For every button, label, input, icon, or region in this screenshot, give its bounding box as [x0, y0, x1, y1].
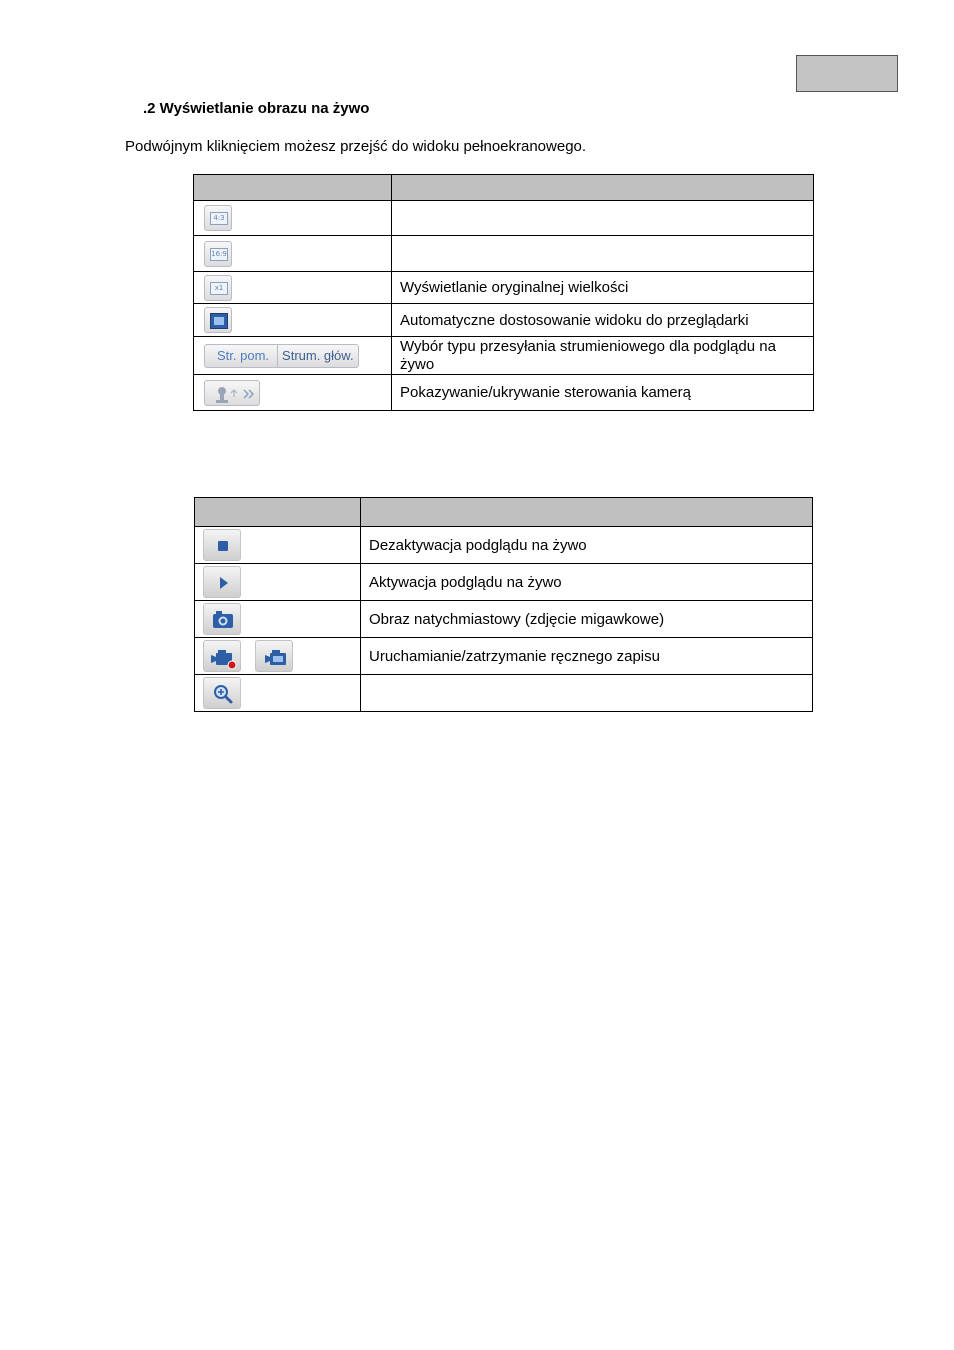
zoom-button[interactable] [203, 677, 241, 709]
table-row [195, 638, 813, 675]
aspect-16-9-icon: 16:9 [210, 248, 228, 261]
camera-icon [204, 604, 242, 636]
description-cell: Aktywacja podglądu na żywo [361, 564, 813, 601]
section-title: .2 Wyświetlanie obrazu na żywo [143, 100, 370, 117]
icon-cell [194, 201, 392, 236]
description-cell: Wybór typu przesyłania strumieniowego dla podglądu na żywo [392, 337, 814, 375]
table-row [194, 272, 814, 304]
description-cell: Obraz natychmiastowy (zdjęcie migawkowe) [361, 601, 813, 638]
icon-cell [194, 272, 392, 304]
table-row [194, 375, 814, 411]
snapshot-button[interactable] [203, 603, 241, 635]
table-header-cell [361, 498, 813, 527]
table-header-cell [392, 175, 814, 201]
aspect-4-3-icon: 4:3 [210, 212, 228, 225]
table-row [194, 201, 814, 236]
ptz-toggle-button[interactable] [204, 380, 260, 406]
play-icon [204, 567, 242, 599]
play-button[interactable] [203, 566, 241, 598]
original-size-button[interactable] [204, 275, 232, 301]
stream-switch [204, 344, 359, 368]
fit-browser-icon [210, 313, 228, 329]
description-cell [361, 675, 813, 712]
description-cell: Wyświetlanie oryginalnej wielkości [392, 272, 814, 304]
table-header-row [195, 498, 813, 527]
table-row [195, 527, 813, 564]
table-row [194, 337, 814, 375]
icon-cell [195, 601, 361, 638]
aspect-16-9-button[interactable] [204, 241, 232, 267]
live-controls-table [194, 497, 813, 712]
table-row [194, 236, 814, 272]
table-row [195, 675, 813, 712]
icon-cell [195, 564, 361, 601]
table-header-row [194, 175, 814, 201]
description-cell [392, 236, 814, 272]
icon-cell [194, 236, 392, 272]
view-controls-table [193, 174, 814, 411]
table-row [195, 601, 813, 638]
icon-cell [195, 527, 361, 564]
description-cell: Uruchamianie/zatrzymanie ręcznego zapisu [361, 638, 813, 675]
record-stop-button[interactable] [255, 640, 293, 672]
record-start-button[interactable] [203, 640, 241, 672]
zoom-icon [204, 678, 242, 710]
icon-cell [194, 337, 392, 375]
stop-button[interactable] [203, 529, 241, 561]
icon-cell [195, 638, 361, 675]
stop-icon [204, 530, 242, 562]
description-cell: Automatyczne dostosowanie widoku do przeglądarki [392, 304, 814, 337]
description-cell: Pokazywanie/ukrywanie sterowania kamerą [392, 375, 814, 411]
page-number-box [796, 55, 898, 92]
main-stream-button[interactable]: Strum. głów. [277, 345, 358, 367]
fit-browser-button[interactable] [204, 307, 232, 333]
table-row [195, 564, 813, 601]
icon-cell [195, 675, 361, 712]
table-header-cell [195, 498, 361, 527]
description-cell [392, 201, 814, 236]
icon-cell [194, 375, 392, 411]
table-header-cell [194, 175, 392, 201]
sub-stream-button[interactable]: Str. pom. [217, 347, 270, 363]
original-size-icon: x1 [210, 282, 228, 295]
record-stop-icon [256, 641, 294, 673]
record-icon [204, 641, 242, 673]
intro-text: Podwójnym kliknięciem możesz przejść do widoku pełnoekranowego. [125, 138, 587, 155]
description-cell: Dezaktywacja podglądu na żywo [361, 527, 813, 564]
table-row [194, 304, 814, 337]
aspect-4-3-button[interactable] [204, 205, 232, 231]
ptz-toggle-icon [205, 381, 261, 407]
icon-cell [194, 304, 392, 337]
